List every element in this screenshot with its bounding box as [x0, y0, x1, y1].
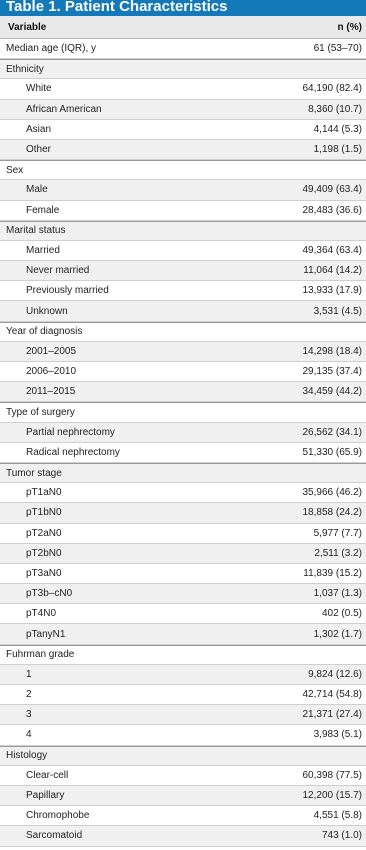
row-label: Ethnicity: [6, 63, 44, 75]
row-value: 26,562 (34.1): [302, 426, 362, 438]
row-label: Unknown: [26, 305, 68, 317]
row-value: 13,933 (17.9): [302, 285, 362, 297]
row-label: pT4N0: [26, 608, 57, 620]
row-label: Never married: [26, 265, 90, 277]
table-section-row: [0, 402, 366, 422]
table-header-row: [0, 16, 366, 39]
table-row: [0, 665, 366, 685]
table-row: [0, 806, 366, 826]
table-row: [0, 624, 366, 644]
table-section-row: [0, 221, 366, 241]
table-row: [0, 201, 366, 221]
table-row: [0, 342, 366, 362]
row-value: 34,459 (44.2): [302, 386, 362, 398]
row-label: Radical nephrectomy: [26, 446, 120, 458]
row-label: Type of surgery: [6, 406, 75, 418]
table-row: [0, 261, 366, 281]
table-row: [0, 524, 366, 544]
table-row: [0, 382, 366, 402]
row-label: pT1aN0: [26, 487, 62, 499]
row-label: pT2bN0: [26, 547, 62, 559]
table-row: [0, 241, 366, 261]
table-row: [0, 423, 366, 443]
table-row: [0, 564, 366, 584]
row-label: Male: [26, 184, 48, 196]
table-row: [0, 483, 366, 503]
table-row: [0, 79, 366, 99]
row-value: 42,714 (54.8): [302, 689, 362, 701]
table-row: [0, 705, 366, 725]
table-row: [0, 180, 366, 200]
row-label: Married: [26, 244, 60, 256]
row-label: 2001–2005: [26, 345, 77, 357]
table-row: [0, 604, 366, 624]
row-label: 1: [26, 668, 32, 680]
row-label: Tumor stage: [6, 467, 62, 479]
row-label: pT1bN0: [26, 507, 62, 519]
row-value: 743 (1.0): [321, 830, 362, 842]
row-label: pT3aN0: [26, 567, 62, 579]
table-row: [0, 301, 366, 321]
row-label: Chromophobe: [26, 810, 90, 822]
table-section-row: [0, 160, 366, 180]
row-label: Marital status: [6, 225, 66, 237]
row-label: 2011–2015: [26, 386, 76, 398]
table-body: [0, 39, 366, 847]
table-row: [0, 725, 366, 745]
table-row: [0, 39, 366, 59]
table-section-row: [0, 746, 366, 766]
row-value: 35,966 (46.2): [302, 487, 362, 499]
row-label: Other: [26, 144, 52, 156]
table-row: [0, 362, 366, 382]
table-row: [0, 766, 366, 786]
row-value: 1,302 (1.7): [313, 628, 362, 640]
table-row: [0, 100, 366, 120]
table-row: [0, 544, 366, 564]
row-value: 29,135 (37.4): [302, 366, 362, 378]
column-header-n-percent: n (%): [337, 21, 362, 33]
row-value: 21,371 (27.4): [302, 709, 362, 721]
row-label: Papillary: [26, 790, 65, 802]
row-label: 2: [26, 689, 32, 701]
row-value: 2,511 (3.2): [314, 547, 362, 559]
table-row: [0, 140, 366, 160]
row-value: 3,531 (4.5): [313, 305, 362, 317]
row-label: Sarcomatoid: [26, 830, 83, 842]
row-value: 1,037 (1.3): [313, 588, 362, 600]
row-value: 12,200 (15.7): [302, 790, 362, 802]
row-value: 8,360 (10.7): [308, 103, 362, 115]
table-row: [0, 503, 366, 523]
table-section-row: [0, 322, 366, 342]
row-label: Sex: [6, 164, 24, 176]
table-row: [0, 584, 366, 604]
row-label: 3: [26, 709, 32, 721]
row-label: Partial nephrectomy: [26, 426, 115, 438]
table-row: [0, 685, 366, 705]
table-row: [0, 786, 366, 806]
table-section-row: [0, 463, 366, 483]
row-value: 11,064 (14.2): [303, 265, 362, 277]
row-label: Fuhrman grade: [6, 649, 75, 661]
row-label: Female: [26, 204, 60, 216]
table-row: [0, 826, 366, 846]
table-row: [0, 443, 366, 463]
row-label: pT3b–cN0: [26, 588, 73, 600]
row-value: 64,190 (82.4): [302, 83, 362, 95]
row-label: Year of diagnosis: [6, 326, 83, 338]
row-value: 61 (53–70): [313, 43, 362, 55]
row-value: 9,824 (12.6): [308, 668, 362, 680]
row-value: 1,198 (1.5): [313, 144, 362, 156]
table-section-row: [0, 645, 366, 665]
row-label: 2006–2010: [26, 366, 77, 378]
row-value: 5,977 (7.7): [313, 527, 362, 539]
row-label: Asian: [26, 123, 52, 135]
table-section-row: [0, 59, 366, 79]
column-header-variable: Variable: [8, 21, 47, 33]
row-label: African American: [26, 103, 102, 115]
row-value: 49,364 (63.4): [302, 244, 362, 256]
table-title: Table 1. Patient Characteristics: [0, 0, 366, 16]
row-label: pT2aN0: [26, 527, 62, 539]
row-label: White: [26, 83, 52, 95]
row-value: 3,983 (5.1): [313, 729, 362, 741]
row-label: 4: [26, 729, 32, 741]
row-label: Clear-cell: [26, 769, 69, 781]
row-label: Histology: [6, 750, 48, 762]
row-value: 14,298 (18.4): [302, 345, 362, 357]
row-value: 18,858 (24.2): [302, 507, 362, 519]
row-value: 28,483 (36.6): [302, 204, 362, 216]
row-value: 49,409 (63.4): [302, 184, 362, 196]
table-row: [0, 281, 366, 301]
row-value: 51,330 (65.9): [302, 446, 362, 458]
row-value: 4,551 (5.8): [313, 810, 362, 822]
row-label: Previously married: [26, 285, 109, 297]
row-value: 402 (0.5): [321, 608, 362, 620]
table-row: [0, 120, 366, 140]
row-value: 4,144 (5.3): [313, 123, 362, 135]
row-value: 11,839 (15.2): [303, 567, 362, 579]
row-value: 60,398 (77.5): [302, 769, 362, 781]
row-label: pTanyN1: [26, 628, 66, 640]
row-label: Median age (IQR), y: [6, 43, 97, 55]
